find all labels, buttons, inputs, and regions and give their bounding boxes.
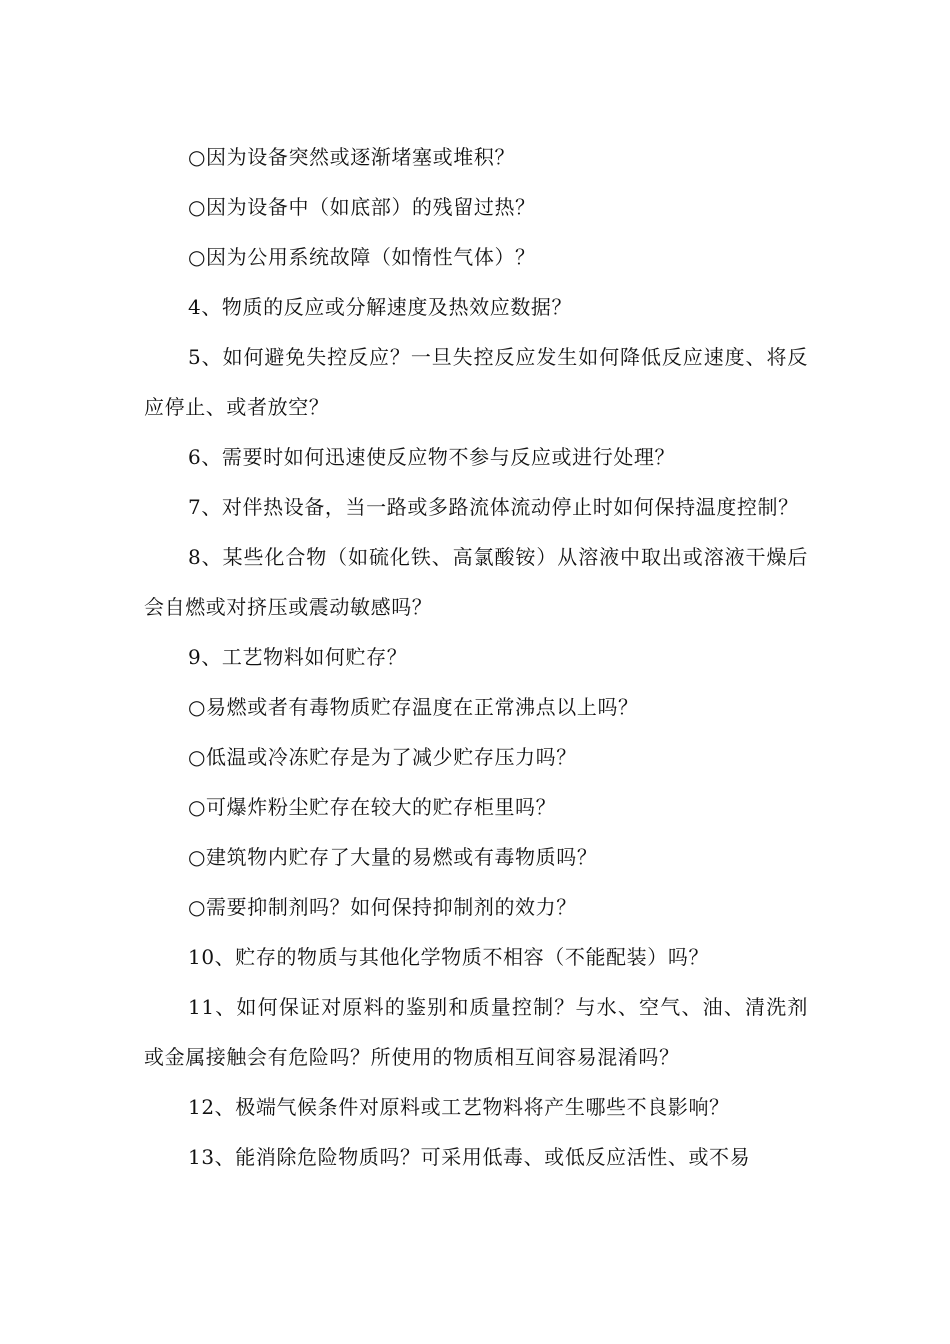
paragraph-item-12: 12、极端气候条件对原料或工艺物料将产生哪些不良影响？ (188, 1095, 730, 1119)
paragraph-item-4: 4、物质的反应或分解速度及热效应数据？ (188, 295, 573, 319)
paragraph-bullet-residue-overheat: ○因为设备中（如底部）的残留过热？ (188, 195, 536, 219)
paragraph-item-10: 10、贮存的物质与其他化学物质不相容（不能配装）吗？ (188, 945, 710, 969)
paragraph-bullet-utility-failure: ○因为公用系统故障（如惰性气体）？ (188, 245, 536, 269)
paragraph-bullet-inhibitor: ○需要抑制剂吗？如何保持抑制剂的效力？ (188, 895, 577, 919)
paragraph-bullet-building-storage: ○建筑物内贮存了大量的易燃或有毒物质吗？ (188, 845, 598, 869)
paragraph-item-6: 6、需要时如何迅速使反应物不参与反应或进行处理？ (188, 445, 676, 469)
paragraph-bullet-cold-storage: ○低温或冷冻贮存是为了减少贮存压力吗？ (188, 745, 577, 769)
paragraph-item-9: 9、工艺物料如何贮存？ (188, 645, 408, 669)
paragraph-item-5: 5、如何避免失控反应？一旦失控反应发生如何降低反应速度、将反应停止、或者放空？ (144, 345, 808, 419)
paragraph-item-11: 11、如何保证对原料的鉴别和质量控制？与水、空气、油、清洗剂或金属接触会有危险吗？所使用的物质相互间容易混淆吗？ (144, 995, 808, 1069)
paragraph-bullet-explosive-dust: ○可爆炸粉尘贮存在较大的贮存柜里吗？ (188, 795, 557, 819)
paragraph-item-7: 7、对伴热设备，当一路或多路流体流动停止时如何保持温度控制？ (188, 495, 799, 519)
paragraph-item-8: 8、某些化合物（如硫化铁、高氯酸铵）从溶液中取出或溶液干燥后会自燃或对挤压或震动敏感吗？ (144, 545, 808, 619)
paragraph-bullet-sudden-blockage: ○因为设备突然或逐渐堵塞或堆积？ (188, 145, 516, 169)
paragraph-item-13: 13、能消除危险物质吗？可采用低毒、或低反应活性、或不易 (188, 1145, 751, 1169)
document-body (144, 132, 808, 1182)
paragraph-bullet-flammable-storage-temp: ○易燃或者有毒物质贮存温度在正常沸点以上吗？ (188, 695, 639, 719)
